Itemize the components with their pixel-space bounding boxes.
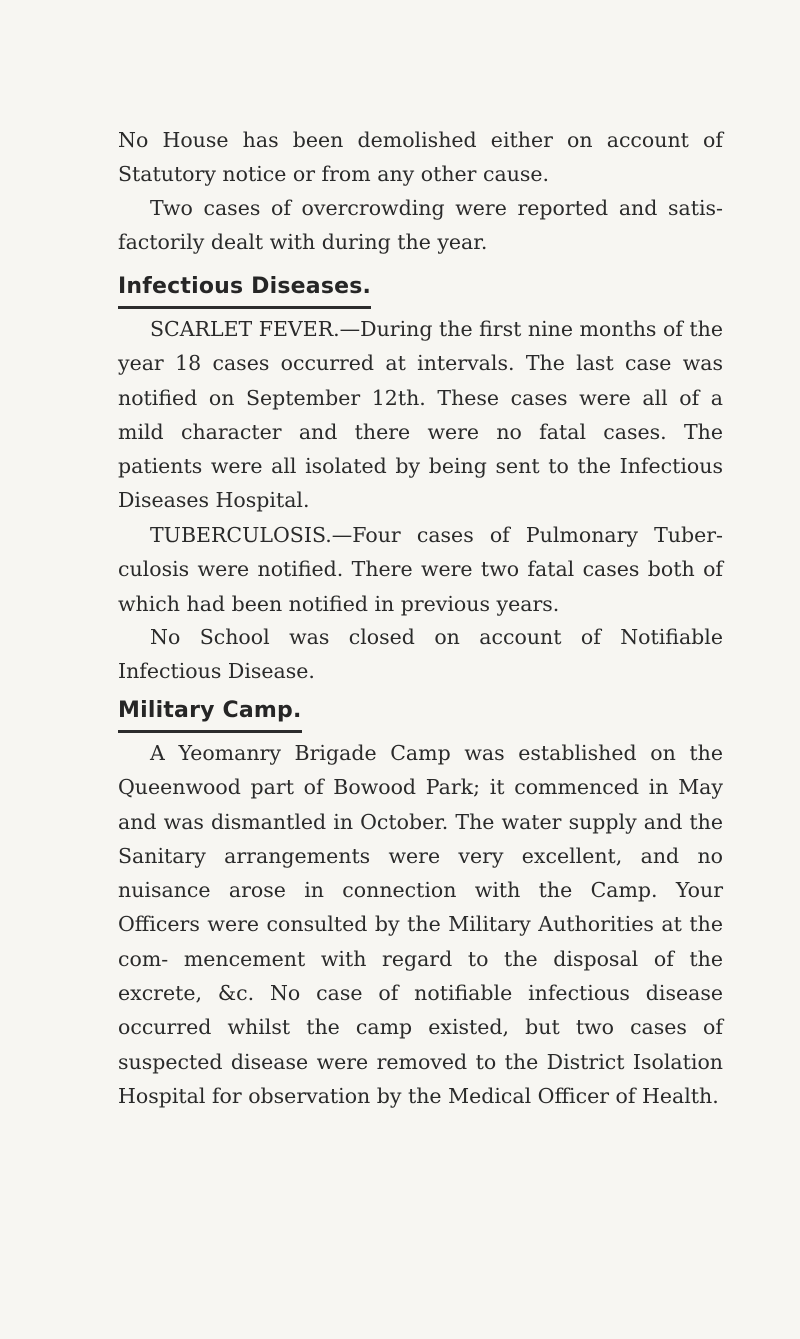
heading-infectious-diseases: Infectious Diseases.: [118, 272, 371, 309]
paragraph-demolition: No House has been demolished either on account of Statutory notice or from any other cause.: [118, 128, 723, 187]
paragraph-tuberculosis: TUBERCULOSIS.—Four cases of Pulmonary Tuber- culosis were notified. There were two fatal cases both of which had been notified in previous years.: [118, 523, 723, 616]
paragraph-military-camp: A Yeomanry Brigade Camp was established on the Queenwood part of Bowood Park; it commenced in May and was dismantled in October. The water supply and the Sanitary arrangements were very excellent, and no nuisance arose in connection with the Camp. Your Officers were consulted by the Military Authorities at the com- mencement with regard to the disposal of the excrete, &c. No case of notifiable infectious disease occurred whilst the camp existed, but two cases of suspected disease were removed to the District Isolation Hospital for observation by the Medical Officer of Health.: [118, 741, 723, 1108]
paragraph-scarlet-fever: SCARLET FEVER.—During the first nine months of the year 18 cases occurred at intervals. The last case was notified on September 12th. These cases were all of a mild character and there were no fatal cases. The patients were all isolated by being sent to the Infectious Diseases Hospital.: [118, 317, 723, 513]
paragraph-school: No School was closed on account of Notifiable Infectious Disease.: [118, 625, 723, 684]
heading-military-camp: Military Camp.: [118, 696, 302, 733]
paragraph-overcrowding: Two cases of overcrowding were reported and satis- factorily dealt with during the year.: [118, 196, 723, 255]
